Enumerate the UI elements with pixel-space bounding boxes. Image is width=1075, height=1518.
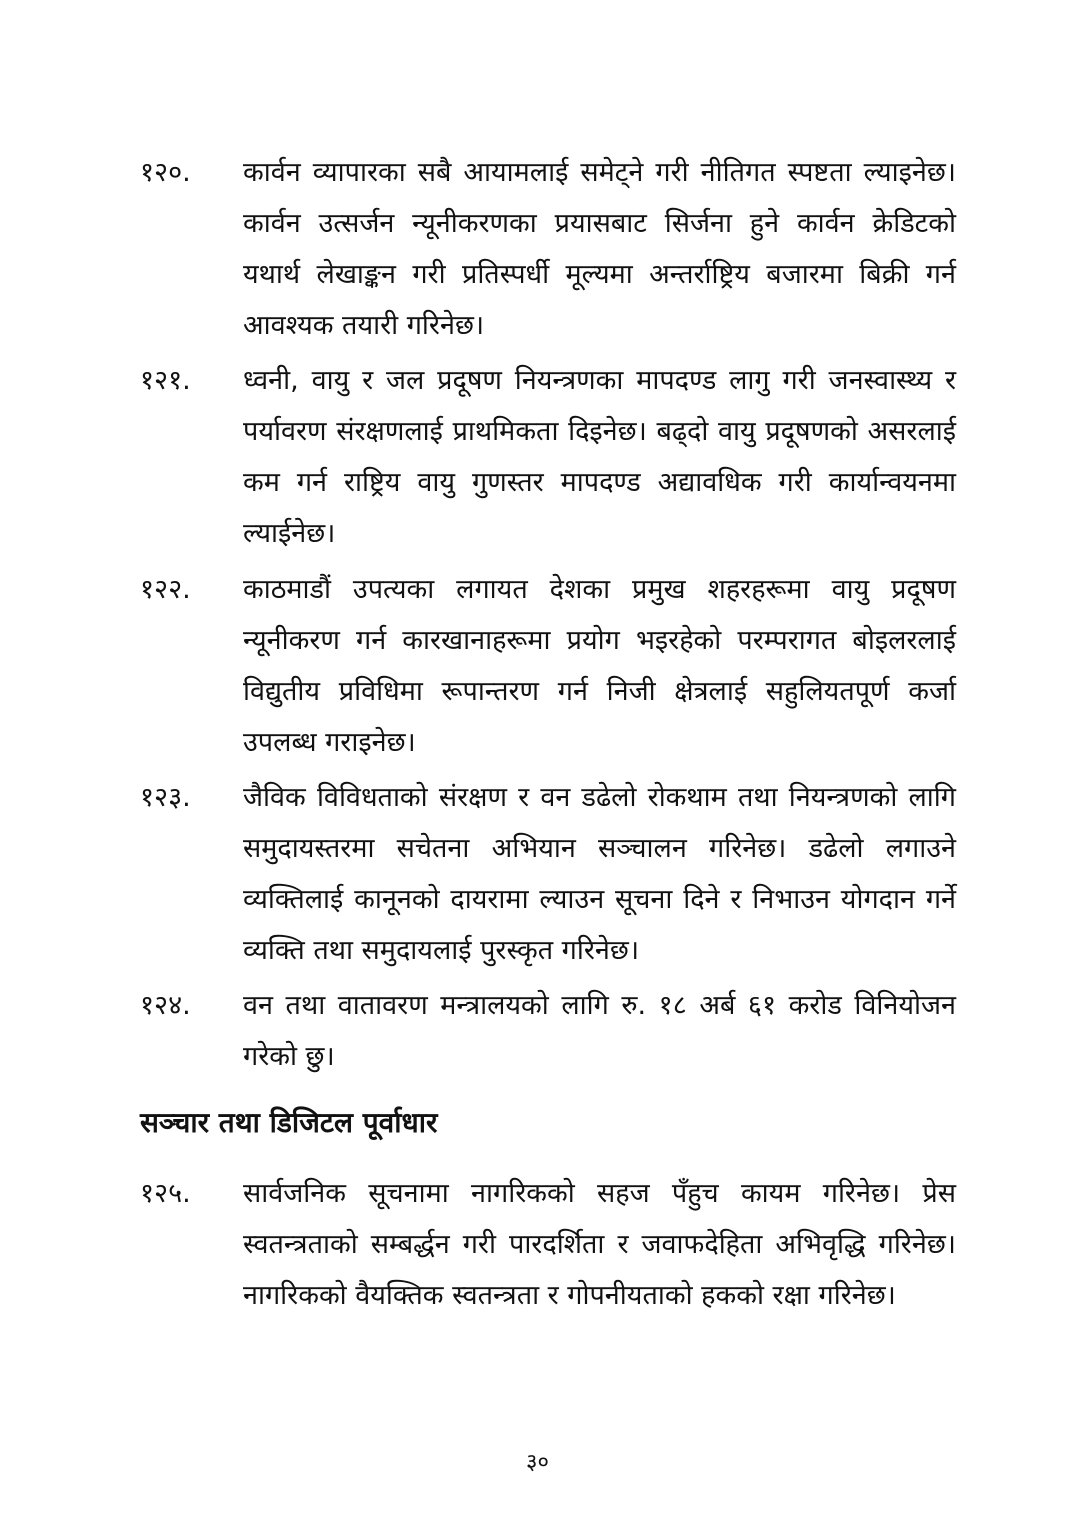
paragraph-text: ध्वनी, वायु र जल प्रदूषण नियन्त्रणका मापदण्ड लागु गरी जनस्वास्थ्य र पर्यावरण संरक्षणलाई प्राथमिकता दिइनेछ। बढ्दो वायु प्रदूषणको असरलाई कम गर्न राष्ट्रिय वायु गुणस्तर मापदण्ड अद्यावधिक गरी कार्यान्वयनमा ल्याईनेछ। [243,365,956,549]
paragraph-number: १२१. [140,365,191,396]
paragraph-122 [140,564,956,768]
paragraph-124 [140,980,956,1082]
paragraph-120 [140,147,956,351]
paragraph-125 [140,1168,956,1321]
section-heading: सञ्चार तथा डिजिटल पूर्वाधार [140,1106,438,1139]
page-number: ३० [526,1450,549,1475]
paragraph-number: १२४. [140,990,191,1021]
paragraph-text: जैविक विविधताको संरक्षण र वन डढेलो रोकथाम तथा नियन्त्रणको लागि समुदायस्तरमा सचेतना अभियान सञ्चालन गरिनेछ। डढेलो लगाउने व्यक्तिलाई कानूनको दायरामा ल्याउन सूचना दिने र निभाउन योगदान गर्ने व्यक्ति तथा समुदायलाई पुरस्कृत गरिनेछ। [243,782,956,966]
paragraph-text: काठमाडौं उपत्यका लगायत देशका प्रमुख शहरहरूमा वायु प्रदूषण न्यूनीकरण गर्न कारखानाहरूमा प्रयोग भइरहेको परम्परागत बोइलरलाई विद्युतीय प्रविधिमा रूपान्तरण गर्न निजी क्षेत्रलाई सहुलियतपूर्ण कर्जा उपलब्ध गराइनेछ। [243,574,956,758]
paragraph-121 [140,355,956,559]
paragraph-text: कार्वन व्यापारका सबै आयामलाई समेट्ने गरी नीतिगत स्पष्टता ल्याइनेछ। कार्वन उत्सर्जन न्यूनीकरणका प्रयासबाट सिर्जना हुने कार्वन क्रेडिटको यथार्थ लेखाङ्कन गरी प्रतिस्पर्धी मूल्यमा अन्तर्राष्ट्रिय बजारमा बिक्री गर्न आवश्यक तयारी गरिनेछ। [243,157,956,341]
paragraph-number: १२२. [140,574,191,605]
paragraph-123 [140,772,956,976]
paragraph-number: १२५. [140,1178,191,1209]
paragraph-text: सार्वजनिक सूचनामा नागरिकको सहज पँहुच कायम गरिनेछ। प्रेस स्वतन्त्रताको सम्बर्द्धन गरी पारदर्शिता र जवाफदेहिता अभिवृद्धि गरिनेछ। नागरिकको वैयक्तिक स्वतन्त्रता र गोपनीयताको हकको रक्षा गरिनेछ। [243,1178,956,1311]
paragraph-text: वन तथा वातावरण मन्त्रालयको लागि रु. १८ अर्ब ६१ करोड विनियोजन गरेको छु। [243,990,956,1072]
paragraph-number: १२३. [140,782,191,813]
paragraph-number: १२०. [140,157,191,188]
